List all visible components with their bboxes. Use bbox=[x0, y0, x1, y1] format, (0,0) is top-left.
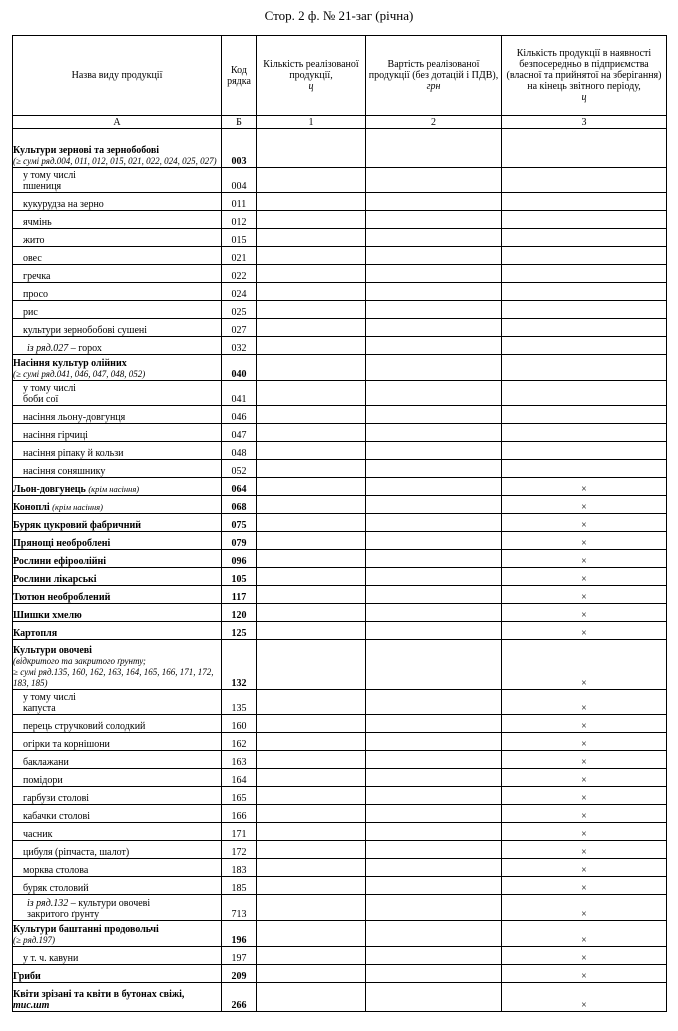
row-code: 166 bbox=[222, 805, 257, 823]
cell-stock-quantity[interactable] bbox=[502, 381, 667, 406]
cell-sold-quantity[interactable] bbox=[257, 733, 366, 751]
cell-sold-value[interactable] bbox=[366, 247, 502, 265]
cell-sold-quantity[interactable] bbox=[257, 769, 366, 787]
row-code: 047 bbox=[222, 424, 257, 442]
row-label: перець стручковий солодкий bbox=[13, 715, 222, 733]
row-label: насіння гірчиці bbox=[13, 424, 222, 442]
cross-icon: × bbox=[502, 859, 667, 877]
row-label: ячмінь bbox=[13, 211, 222, 229]
cell-sold-value[interactable] bbox=[366, 514, 502, 532]
row-code: 266 bbox=[222, 983, 257, 1012]
table-row bbox=[13, 211, 667, 229]
cross-icon: × bbox=[502, 550, 667, 568]
row-label: Культури зернові та зернобобові (≥ сумі ряд.004, 011, 012, 015, 021, 022, 024, 025, 027) bbox=[13, 129, 222, 168]
row-label: гречка bbox=[13, 265, 222, 283]
table-row bbox=[13, 355, 667, 381]
cell-sold-value[interactable] bbox=[366, 965, 502, 983]
cell-stock-quantity[interactable] bbox=[502, 283, 667, 301]
table-row bbox=[13, 877, 667, 895]
row-code: 052 bbox=[222, 460, 257, 478]
cell-sold-quantity[interactable] bbox=[257, 715, 366, 733]
page-title: Стор. 2 ф. № 21-заг (річна) bbox=[264, 8, 414, 23]
cell-sold-value[interactable] bbox=[366, 715, 502, 733]
row-code: 196 bbox=[222, 921, 257, 947]
cell-sold-quantity[interactable] bbox=[257, 690, 366, 715]
table-row bbox=[13, 568, 667, 586]
table-row bbox=[13, 129, 667, 168]
row-code: 021 bbox=[222, 247, 257, 265]
row-code: 117 bbox=[222, 586, 257, 604]
cell-sold-value[interactable] bbox=[366, 690, 502, 715]
table-row bbox=[13, 604, 667, 622]
cell-sold-value[interactable] bbox=[366, 921, 502, 947]
header-product-name: Назва виду продукції bbox=[13, 36, 222, 116]
table-row bbox=[13, 715, 667, 733]
cross-icon: × bbox=[502, 568, 667, 586]
row-label: Льон-довгунець (крім насіння) bbox=[13, 478, 222, 496]
row-code: 022 bbox=[222, 265, 257, 283]
cell-sold-value[interactable] bbox=[366, 640, 502, 690]
cell-sold-value[interactable] bbox=[366, 496, 502, 514]
cell-stock-quantity[interactable] bbox=[502, 442, 667, 460]
cell-sold-quantity[interactable] bbox=[257, 301, 366, 319]
row-code: 046 bbox=[222, 406, 257, 424]
cell-sold-quantity[interactable] bbox=[257, 129, 366, 168]
table-row bbox=[13, 965, 667, 983]
row-label: Буряк цукровий фабричний bbox=[13, 514, 222, 532]
cell-sold-value[interactable] bbox=[366, 751, 502, 769]
cell-sold-value[interactable] bbox=[366, 787, 502, 805]
row-code: 079 bbox=[222, 532, 257, 550]
row-label: у тому числі боби сої bbox=[13, 381, 222, 406]
cross-icon: × bbox=[502, 769, 667, 787]
cell-sold-value[interactable] bbox=[366, 129, 502, 168]
cell-stock-quantity[interactable] bbox=[502, 193, 667, 211]
cell-sold-value[interactable] bbox=[366, 424, 502, 442]
row-code: 027 bbox=[222, 319, 257, 337]
cross-icon: × bbox=[502, 478, 667, 496]
cross-icon: × bbox=[502, 983, 667, 1012]
header-stock-quantity: Кількість продукції в наявності безпосередньо в підприємства (власної та прийнятої на зберігання) на кінець звітного періоду, ц bbox=[502, 36, 667, 116]
row-label: овес bbox=[13, 247, 222, 265]
cell-sold-value[interactable] bbox=[366, 301, 502, 319]
table-row bbox=[13, 983, 667, 1012]
cell-sold-value[interactable] bbox=[366, 283, 502, 301]
row-label: Картопля bbox=[13, 622, 222, 640]
table-row bbox=[13, 751, 667, 769]
cross-icon: × bbox=[502, 715, 667, 733]
row-code: 025 bbox=[222, 301, 257, 319]
row-code: 105 bbox=[222, 568, 257, 586]
table-row bbox=[13, 550, 667, 568]
row-label: Тютюн необроблений bbox=[13, 586, 222, 604]
cell-sold-quantity[interactable] bbox=[257, 586, 366, 604]
cell-sold-value[interactable] bbox=[366, 229, 502, 247]
cell-sold-value[interactable] bbox=[366, 568, 502, 586]
cross-icon: × bbox=[502, 805, 667, 823]
row-label: помідори bbox=[13, 769, 222, 787]
cell-stock-quantity[interactable] bbox=[502, 319, 667, 337]
cell-sold-quantity[interactable] bbox=[257, 337, 366, 355]
cell-sold-quantity[interactable] bbox=[257, 514, 366, 532]
column-letters-row bbox=[13, 116, 667, 129]
cell-sold-value[interactable] bbox=[366, 193, 502, 211]
cross-icon: × bbox=[502, 751, 667, 769]
cell-sold-quantity[interactable] bbox=[257, 265, 366, 283]
row-code: 075 bbox=[222, 514, 257, 532]
table-row bbox=[13, 805, 667, 823]
cross-icon: × bbox=[502, 877, 667, 895]
row-code: 015 bbox=[222, 229, 257, 247]
cell-sold-quantity[interactable] bbox=[257, 381, 366, 406]
table-row bbox=[13, 690, 667, 715]
cell-stock-quantity[interactable] bbox=[502, 168, 667, 193]
cell-sold-value[interactable] bbox=[366, 550, 502, 568]
cell-sold-value[interactable] bbox=[366, 337, 502, 355]
row-label: баклажани bbox=[13, 751, 222, 769]
row-code: 172 bbox=[222, 841, 257, 859]
row-code: 171 bbox=[222, 823, 257, 841]
cross-icon: × bbox=[502, 841, 667, 859]
row-label: буряк столовий bbox=[13, 877, 222, 895]
letter-1: 1 bbox=[257, 116, 366, 129]
cell-stock-quantity[interactable] bbox=[502, 355, 667, 381]
cell-sold-value[interactable] bbox=[366, 355, 502, 381]
cell-sold-quantity[interactable] bbox=[257, 751, 366, 769]
table-row bbox=[13, 514, 667, 532]
header-sold-value: Вартість реалізованої продукції (без дотацій і ПДВ), грн bbox=[366, 36, 502, 116]
letter-3: 3 bbox=[502, 116, 667, 129]
cell-sold-quantity[interactable] bbox=[257, 568, 366, 586]
table-row bbox=[13, 406, 667, 424]
cell-stock-quantity[interactable] bbox=[502, 337, 667, 355]
row-label: у тому числі пшениця bbox=[13, 168, 222, 193]
cell-sold-value[interactable] bbox=[366, 859, 502, 877]
cell-stock-quantity[interactable] bbox=[502, 301, 667, 319]
row-code: 096 bbox=[222, 550, 257, 568]
row-label: із ряд.027 – горох bbox=[13, 337, 222, 355]
cross-icon: × bbox=[502, 733, 667, 751]
cell-sold-quantity[interactable] bbox=[257, 550, 366, 568]
table-row bbox=[13, 841, 667, 859]
table-row bbox=[13, 622, 667, 640]
production-table bbox=[12, 35, 667, 1012]
cross-icon: × bbox=[502, 622, 667, 640]
table-row bbox=[13, 168, 667, 193]
cell-sold-quantity[interactable] bbox=[257, 496, 366, 514]
cross-icon: × bbox=[502, 532, 667, 550]
cross-icon: × bbox=[502, 895, 667, 921]
row-code: 162 bbox=[222, 733, 257, 751]
row-code: 125 bbox=[222, 622, 257, 640]
table-row bbox=[13, 193, 667, 211]
cell-sold-value[interactable] bbox=[366, 532, 502, 550]
row-label: Культури баштанні продовольчі (≥ ряд.197) bbox=[13, 921, 222, 947]
row-label: Прянощі необроблені bbox=[13, 532, 222, 550]
row-label: у тому числі капуста bbox=[13, 690, 222, 715]
row-label: часник bbox=[13, 823, 222, 841]
table-row bbox=[13, 247, 667, 265]
row-label: насіння льону-довгунця bbox=[13, 406, 222, 424]
cell-sold-quantity[interactable] bbox=[257, 859, 366, 877]
cell-sold-quantity[interactable] bbox=[257, 168, 366, 193]
table-row bbox=[13, 265, 667, 283]
letter-2: 2 bbox=[366, 116, 502, 129]
cell-sold-quantity[interactable] bbox=[257, 355, 366, 381]
row-label: Рослини лікарські bbox=[13, 568, 222, 586]
header-row-code: Код рядка bbox=[222, 36, 257, 116]
cross-icon: × bbox=[502, 921, 667, 947]
row-label: насіння ріпаку й кользи bbox=[13, 442, 222, 460]
row-label: огірки та корнішони bbox=[13, 733, 222, 751]
row-code: 003 bbox=[222, 129, 257, 168]
cell-sold-value[interactable] bbox=[366, 733, 502, 751]
cell-sold-quantity[interactable] bbox=[257, 895, 366, 921]
table-row bbox=[13, 319, 667, 337]
cell-sold-value[interactable] bbox=[366, 983, 502, 1012]
cell-sold-quantity[interactable] bbox=[257, 442, 366, 460]
cell-sold-quantity[interactable] bbox=[257, 229, 366, 247]
cell-sold-quantity[interactable] bbox=[257, 460, 366, 478]
cell-sold-value[interactable] bbox=[366, 841, 502, 859]
cell-sold-quantity[interactable] bbox=[257, 604, 366, 622]
cell-sold-value[interactable] bbox=[366, 823, 502, 841]
cell-sold-value[interactable] bbox=[366, 604, 502, 622]
table-row bbox=[13, 640, 667, 690]
table-row bbox=[13, 733, 667, 751]
table-row bbox=[13, 301, 667, 319]
letter-b: Б bbox=[222, 116, 257, 129]
row-code: 048 bbox=[222, 442, 257, 460]
cell-sold-value[interactable] bbox=[366, 769, 502, 787]
table-row bbox=[13, 921, 667, 947]
cell-sold-quantity[interactable] bbox=[257, 787, 366, 805]
cell-sold-quantity[interactable] bbox=[257, 532, 366, 550]
cell-stock-quantity[interactable] bbox=[502, 406, 667, 424]
row-code: 183 bbox=[222, 859, 257, 877]
letter-a: А bbox=[13, 116, 222, 129]
cell-sold-quantity[interactable] bbox=[257, 622, 366, 640]
row-code: 209 bbox=[222, 965, 257, 983]
row-code: 040 bbox=[222, 355, 257, 381]
cell-sold-quantity[interactable] bbox=[257, 247, 366, 265]
cell-sold-quantity[interactable] bbox=[257, 921, 366, 947]
cell-sold-quantity[interactable] bbox=[257, 805, 366, 823]
cell-sold-quantity[interactable] bbox=[257, 478, 366, 496]
cell-sold-quantity[interactable] bbox=[257, 424, 366, 442]
cell-stock-quantity[interactable] bbox=[502, 265, 667, 283]
cell-sold-value[interactable] bbox=[366, 319, 502, 337]
row-code: 032 bbox=[222, 337, 257, 355]
row-code: 165 bbox=[222, 787, 257, 805]
cross-icon: × bbox=[502, 823, 667, 841]
cell-stock-quantity[interactable] bbox=[502, 129, 667, 168]
cell-sold-value[interactable] bbox=[366, 805, 502, 823]
row-label: кукурудза на зерно bbox=[13, 193, 222, 211]
row-label: кабачки столові bbox=[13, 805, 222, 823]
cell-sold-value[interactable] bbox=[366, 442, 502, 460]
cross-icon: × bbox=[502, 604, 667, 622]
row-code: 197 bbox=[222, 947, 257, 965]
row-label: у т. ч. кавуни bbox=[13, 947, 222, 965]
row-code: 185 bbox=[222, 877, 257, 895]
cell-sold-value[interactable] bbox=[366, 406, 502, 424]
row-label: жито bbox=[13, 229, 222, 247]
table-row bbox=[13, 337, 667, 355]
row-code: 163 bbox=[222, 751, 257, 769]
cell-sold-value[interactable] bbox=[366, 460, 502, 478]
cell-sold-value[interactable] bbox=[366, 947, 502, 965]
row-label: рис bbox=[13, 301, 222, 319]
row-label: Коноплі (крім насіння) bbox=[13, 496, 222, 514]
cell-sold-quantity[interactable] bbox=[257, 823, 366, 841]
table-header-row bbox=[13, 36, 667, 116]
cell-sold-value[interactable] bbox=[366, 877, 502, 895]
cross-icon: × bbox=[502, 690, 667, 715]
cell-sold-quantity[interactable] bbox=[257, 211, 366, 229]
cross-icon: × bbox=[502, 496, 667, 514]
row-code: 012 bbox=[222, 211, 257, 229]
cell-sold-value[interactable] bbox=[366, 265, 502, 283]
header-sold-quantity: Кількість реалізованої продукції, ц bbox=[257, 36, 366, 116]
row-code: 160 bbox=[222, 715, 257, 733]
row-code: 024 bbox=[222, 283, 257, 301]
table-row bbox=[13, 859, 667, 877]
table-row bbox=[13, 496, 667, 514]
cell-sold-value[interactable] bbox=[366, 622, 502, 640]
cell-stock-quantity[interactable] bbox=[502, 229, 667, 247]
table-row bbox=[13, 586, 667, 604]
row-code: 120 bbox=[222, 604, 257, 622]
table-row bbox=[13, 381, 667, 406]
row-label: Шишки хмелю bbox=[13, 604, 222, 622]
table-row bbox=[13, 895, 667, 921]
cell-sold-quantity[interactable] bbox=[257, 877, 366, 895]
cell-sold-quantity[interactable] bbox=[257, 193, 366, 211]
row-code: 064 bbox=[222, 478, 257, 496]
table-row bbox=[13, 442, 667, 460]
cell-sold-quantity[interactable] bbox=[257, 283, 366, 301]
table-row bbox=[13, 532, 667, 550]
table-row bbox=[13, 283, 667, 301]
row-label: культури зернобобові сушені bbox=[13, 319, 222, 337]
cell-stock-quantity[interactable] bbox=[502, 211, 667, 229]
row-label: гарбузи столові bbox=[13, 787, 222, 805]
cell-sold-quantity[interactable] bbox=[257, 965, 366, 983]
row-label: Рослини ефіроолійні bbox=[13, 550, 222, 568]
cell-sold-quantity[interactable] bbox=[257, 640, 366, 690]
cross-icon: × bbox=[502, 514, 667, 532]
cell-sold-value[interactable] bbox=[366, 381, 502, 406]
row-code: 041 bbox=[222, 381, 257, 406]
row-label: просо bbox=[13, 283, 222, 301]
row-label: Культури овочеві (відкритого та закритого ґрунту; ≥ сумі ряд.135, 160, 162, 163, 164, 165, 166, 171, 172, 183, 185) bbox=[13, 640, 222, 690]
table-row bbox=[13, 769, 667, 787]
row-label: Квіти зрізані та квіти в бутонах свіжі, тис.шт bbox=[13, 983, 222, 1012]
row-code: 164 bbox=[222, 769, 257, 787]
cell-sold-quantity[interactable] bbox=[257, 406, 366, 424]
row-code: 068 bbox=[222, 496, 257, 514]
cell-sold-quantity[interactable] bbox=[257, 947, 366, 965]
row-code: 004 bbox=[222, 168, 257, 193]
row-label: морква столова bbox=[13, 859, 222, 877]
row-label: Гриби bbox=[13, 965, 222, 983]
table-row bbox=[13, 229, 667, 247]
cell-sold-quantity[interactable] bbox=[257, 983, 366, 1012]
table-row bbox=[13, 787, 667, 805]
cell-sold-quantity[interactable] bbox=[257, 319, 366, 337]
cross-icon: × bbox=[502, 787, 667, 805]
row-label: із ряд.132 – культури овочеві закритого ґрунту bbox=[13, 895, 222, 921]
cell-sold-value[interactable] bbox=[366, 211, 502, 229]
cross-icon: × bbox=[502, 965, 667, 983]
cross-icon: × bbox=[502, 586, 667, 604]
cell-stock-quantity[interactable] bbox=[502, 424, 667, 442]
table-row bbox=[13, 424, 667, 442]
cell-sold-value[interactable] bbox=[366, 478, 502, 496]
table-row bbox=[13, 823, 667, 841]
row-label: цибуля (ріпчаста, шалот) bbox=[13, 841, 222, 859]
cell-stock-quantity[interactable] bbox=[502, 460, 667, 478]
table-row bbox=[13, 460, 667, 478]
row-code: 132 bbox=[222, 640, 257, 690]
cell-sold-value[interactable] bbox=[366, 586, 502, 604]
cell-sold-value[interactable] bbox=[366, 895, 502, 921]
cell-stock-quantity[interactable] bbox=[502, 247, 667, 265]
row-label: насіння соняшнику bbox=[13, 460, 222, 478]
row-code: 713 bbox=[222, 895, 257, 921]
row-code: 135 bbox=[222, 690, 257, 715]
row-code: 011 bbox=[222, 193, 257, 211]
table-row bbox=[13, 947, 667, 965]
cell-sold-quantity[interactable] bbox=[257, 841, 366, 859]
row-label: Насіння культур олійних (≥ сумі ряд.041, 046, 047, 048, 052) bbox=[13, 355, 222, 381]
cross-icon: × bbox=[502, 947, 667, 965]
cross-icon: × bbox=[502, 640, 667, 690]
table-row bbox=[13, 478, 667, 496]
cell-sold-value[interactable] bbox=[366, 168, 502, 193]
